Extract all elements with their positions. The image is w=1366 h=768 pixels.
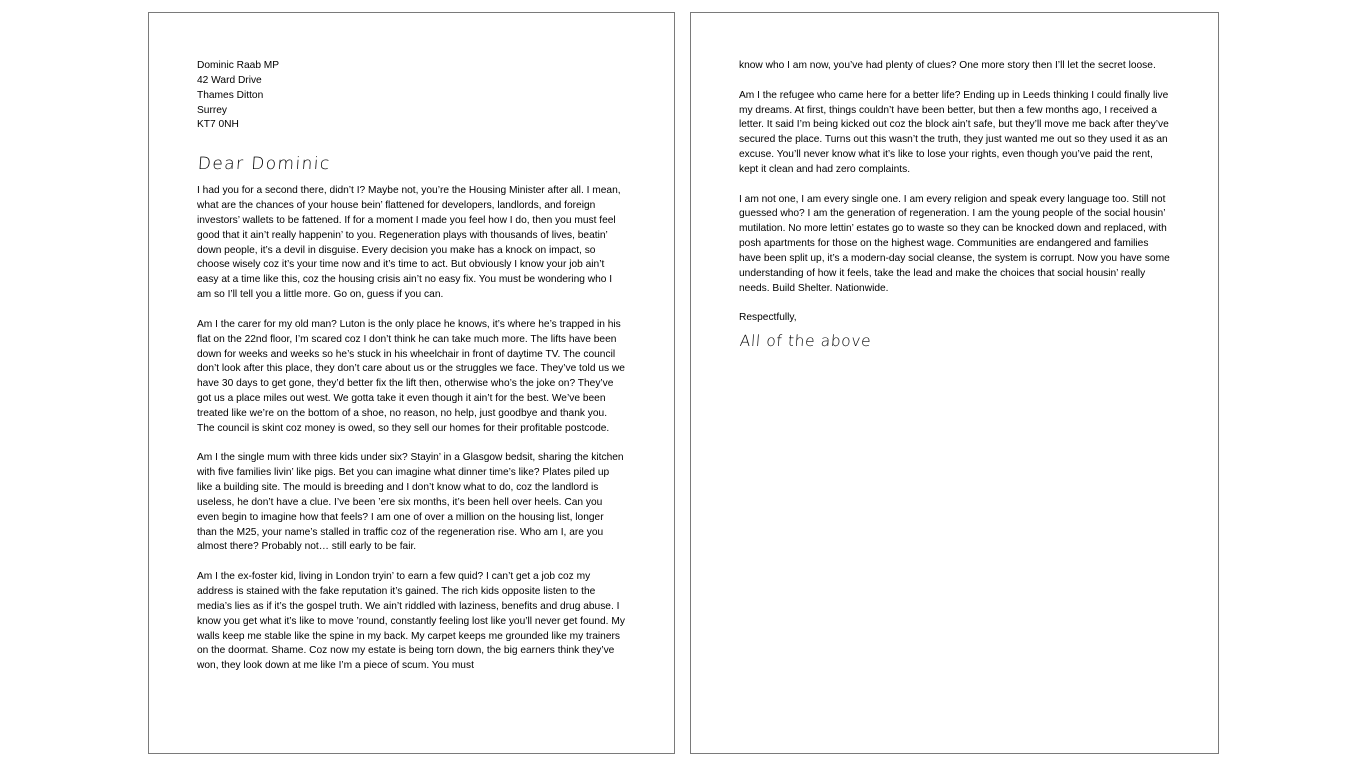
letter-paragraph: I am not one, I am every single one. I am every religion and speak every language too. Still not guessed who? I am the generation of regeneration. I am the young people of the social housin’ mutilation. No more lettin’ estates go to waste so they can be knocked down and replaced, with posh apartments for those on the highest wage. Communities are endangered and families have been split up, it’s a modern-day social cleanse, the system is corrupt. Now you have some understanding of how it feels, take the lead and make the choices that social housin’ really needs. Build Shelter. Nationwide. — [739, 193, 1170, 294]
letter-page-2 — [690, 12, 1219, 754]
letter-paragraph: I had you for a second there, didn’t I? Maybe not, you’re the Housing Minister after all. I mean, what are the chances of your house bein’ flattened for developers, landlords, and foreign investors’ wallets to be fattened. If for a moment I made you feel how I do, then you must feel good that it ain’t really happenin’ to you. Regeneration plays with thousands of lives, beatin’ down people, it’s a devil in disguise. Every decision you make has a knock on impact, so choose wisely coz it’s your time now and it’s time to act. But obviously I know your job ain’t easy at a time like this, coz the housing crisis ain’t no easy fix. You must be wondering who I am so I’ll tell you a little more. Go on, guess if you can. — [197, 185, 621, 301]
address-line-street: 42 Ward Drive — [197, 74, 262, 86]
address-line-postcode: KT7 0NH — [197, 119, 239, 131]
letter-paragraph: know who I am now, you’ve had plenty of clues? One more story then I’ll let the secret loose. — [739, 60, 1156, 71]
letter-paragraph: Am I the ex-foster kid, living in London tryin’ to earn a few quid? I can’t get a job coz my address is stained with the fake reputation it’s gained. The rich kids opposite listen to the media’s lies as if it’s the gospel truth. We ain’t riddled with laziness, benefits and drug abuse. I know you get what it’s like to move ’round, constantly feeling lost like you’ll never get found. My walls keep me stable like the spine in my back. My carpet keeps me grounded like my trainers on the doormat. Shame. Coz now my estate is being torn down, the big earners think they’ve won, they look down at me like I’m a piece of scum. You must — [197, 571, 625, 672]
address-line-name: Dominic Raab MP — [197, 60, 280, 71]
recipient-address — [197, 59, 625, 133]
letter-paragraph: Am I the single mum with three kids under six? Stayin’ in a Glasgow bedsit, sharing the kitchen with five families livin’ like pigs. Bet you can imagine what dinner time’s like? Plates piled up like a building site. The mould is breeding and I don’t know what to do, coz the landlord is useless, he don’t have a clue. I’ve been ’ere six months, it’s been hell over heels. Can you even begin to imagine how that feels? I am one of over a million on the housing list, longer than the M25, your name’s stalled in traffic coz of the regeneration rise. Who am I, are you almost there? Probably not… still early to be fair. — [197, 452, 624, 553]
letter-closing: Respectfully, — [739, 312, 797, 324]
handwritten-signature: All of the above — [739, 332, 872, 351]
page-1-content — [197, 59, 625, 674]
address-line-town: Thames Ditton — [197, 89, 264, 101]
letter-paragraph: Am I the carer for my old man? Luton is the only place he knows, it’s where he’s trapped in his flat on the 22nd floor, I’m scared coz I don’t think he can take much more. The lifts have been down for weeks and weeks so he’s stuck in his wheelchair in front of daytime TV. The council don’t look after this place, they don’t care about us or the struggles we face. They’ve told us we have 30 days to get gone, they’d better fix the lift then, otherwise who’s the joke on? They’ve got us a place miles out west. We gotta take it even though it ain’t for the best. We’ve been treated like we’re on the bottom of a shoe, no reason, no help, just goodbye and thank you. The council is skint coz money is owed, so they sell our homes for their profitable postcode. — [197, 318, 625, 434]
letter-paragraph: Am I the refugee who came here for a better life? Ending up in Leeds thinking I could finally live my dreams. At first, things couldn’t have been better, but then a few months ago, I received a letter. It said I’m being kicked out coz the block ain’t safe, but they’ll move me back after they’ve secured the place. Turns out this wasn’t the truth, they just wanted me out so they used it as an excuse. You’ll never know what it’s like to lose your rights, even though you’ve paid the rent, kept it clean and had zero complaints. — [739, 89, 1169, 175]
address-line-county: Surrey — [197, 104, 228, 116]
letter-page-1 — [148, 12, 675, 754]
handwritten-salutation: Dear Dominic — [197, 154, 332, 175]
page-2-content — [739, 59, 1173, 352]
